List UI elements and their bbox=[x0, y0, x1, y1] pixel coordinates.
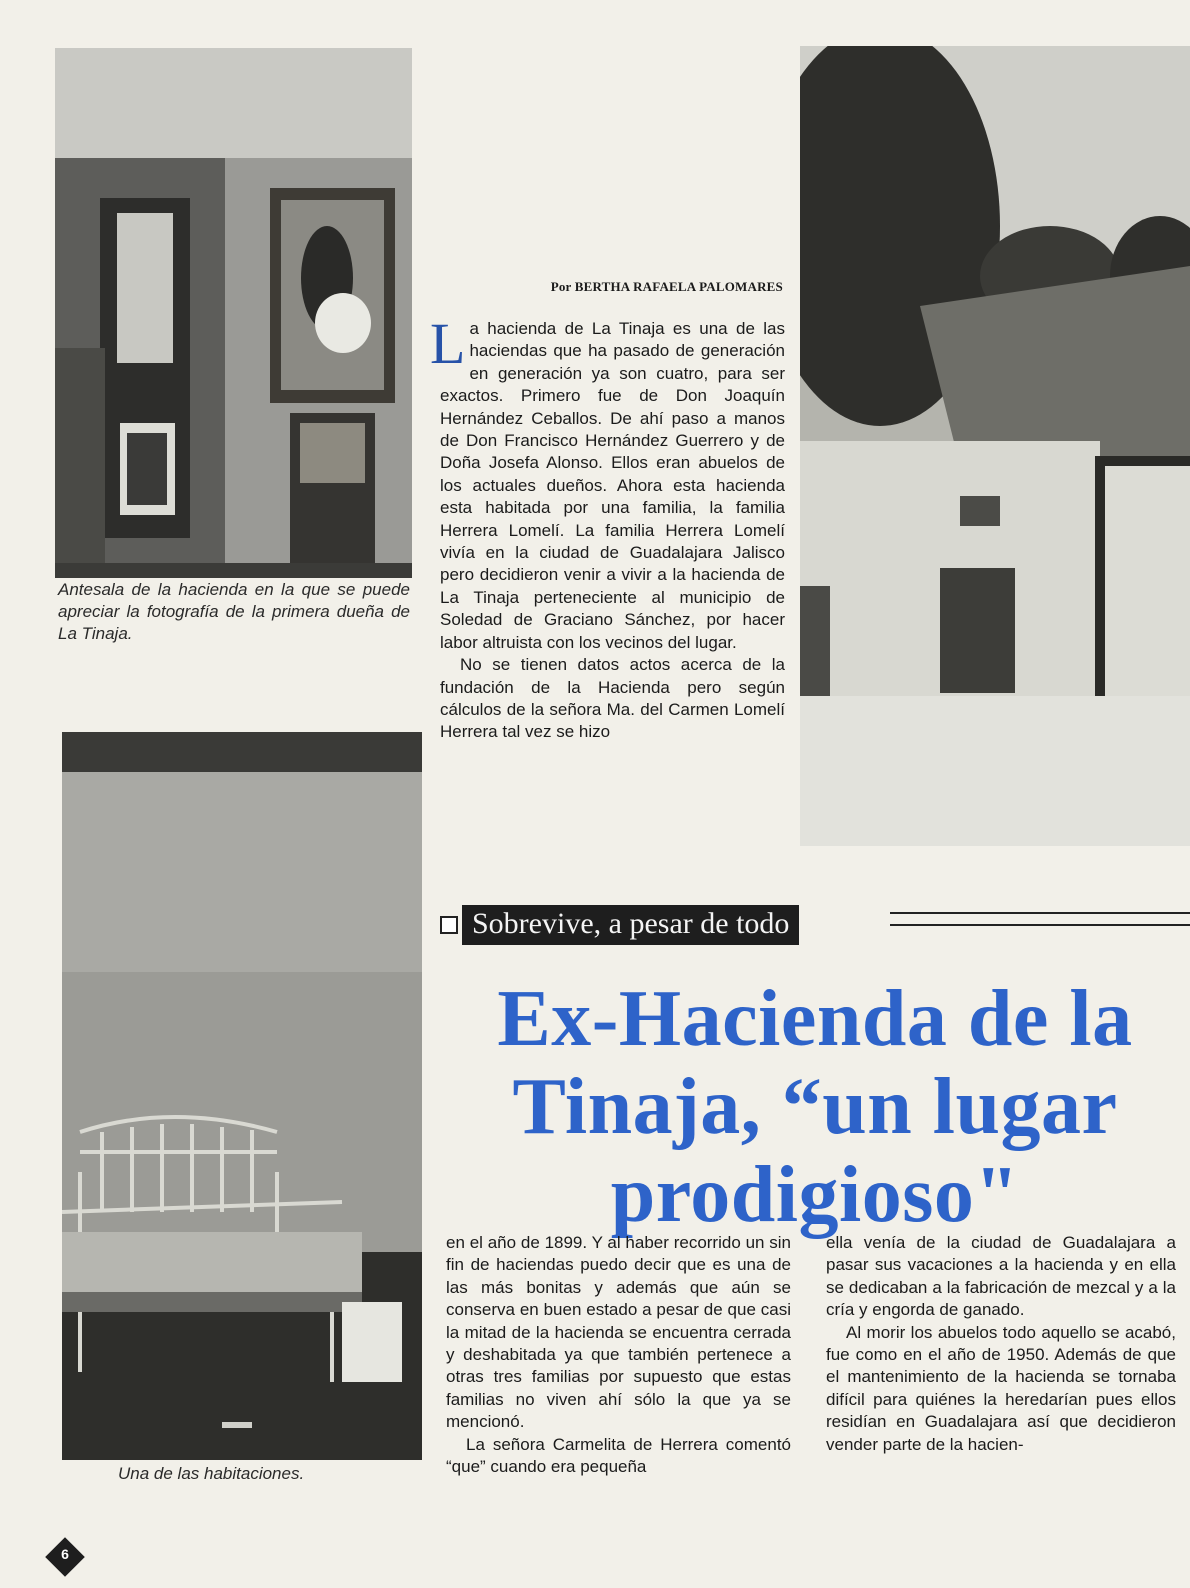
byline: Por BERTHA RAFAELA PALOMARES bbox=[550, 279, 783, 294]
headline-line-3: prodigioso" bbox=[610, 1151, 1020, 1239]
intro-paragraph-2: No se tienen datos actos acerca de la fundación de la Hacienda pero según cálculos de la señora Ma. del Carmen Lomelí Herrera tal vez se hizo bbox=[440, 655, 785, 742]
section-banner bbox=[440, 904, 799, 946]
right-paragraph-1: ella venía de la ciudad de Guadalajara a pasar sus vacaciones a la hacienda y en ella se dedicaban a la fabricación de mezcal y a la cría y engorda de ganado. bbox=[826, 1233, 1176, 1320]
left-paragraph-1: en el año de 1899. Y al haber recorrido un sin fin de haciendas puedo decir que es una de las más bonitas y además que aún se conserva en buen estado a pesar de que casi la mitad de la hacienda se encuentra cerrada y deshabitada ya que también pertenece a otras tres familias por supuesto que estas familias no viven ahí sólo la que ya se mencionó. bbox=[446, 1233, 791, 1432]
intro-paragraph-1-text: a hacienda de La Tinaja es una de las haciendas que ha pasado de generación en generación ya son cuatro, para ser exactos. Primero fue de Don Joaquín Hernández Ceballos. De ahí paso a manos de Don Francisco Hernández Guerrero y de Doña Josefa Alonso. Ellos eran abuelos de los actuales dueños. Ahora esta hacienda esta habitada por una familia, la familia Herrera Lomelí. La familia Herrera Lomelí vivía en la ciudad de Guadalajara Jalisco pero decidieron venir a vivir a la hacienda de La Tinaja perteneciente al municipio de Soledad de Graciano Sánchez, por hacer labor altruista con los vecinos del lugar. bbox=[440, 319, 785, 652]
checkbox-icon bbox=[440, 916, 458, 934]
section-label: Sobrevive, a pesar de todo bbox=[462, 905, 799, 945]
antesala-photo bbox=[55, 48, 412, 578]
hacienda-exterior-photo bbox=[800, 46, 1190, 846]
intro-column bbox=[430, 311, 785, 744]
left-paragraph-2: La señora Carmelita de Herrera comentó “que” cuando era pequeña bbox=[446, 1434, 791, 1477]
right-paragraph-2: Al morir los abuelos todo aquello se acabó, fue como en el año de 1950. Además de que el mantenimiento de la hacienda se tornaba difícil para quiénes la heredarían pues ellos residían en Guadalajara así que decidieron vender parte de la hacien- bbox=[826, 1322, 1176, 1454]
intro-paragraph-1 bbox=[430, 311, 785, 654]
page-number-badge bbox=[46, 1538, 84, 1576]
drop-cap: L bbox=[430, 311, 466, 376]
article-headline bbox=[440, 975, 1190, 1239]
body-column-right bbox=[826, 1232, 1176, 1456]
body-column-left bbox=[446, 1232, 791, 1478]
section-rule bbox=[890, 912, 1190, 926]
headline-line-1: Ex-Hacienda de la bbox=[497, 975, 1133, 1063]
habitacion-photo bbox=[62, 732, 422, 1460]
habitacion-caption: Una de las habitaciones. bbox=[118, 1464, 305, 1483]
page-number: 6 bbox=[61, 1546, 69, 1562]
antesala-caption: Antesala de la hacienda en la que se puede apreciar la fotografía de la primera dueña de La Tinaja. bbox=[58, 580, 410, 643]
headline-line-2: Tinaja, “un lugar bbox=[512, 1063, 1118, 1151]
